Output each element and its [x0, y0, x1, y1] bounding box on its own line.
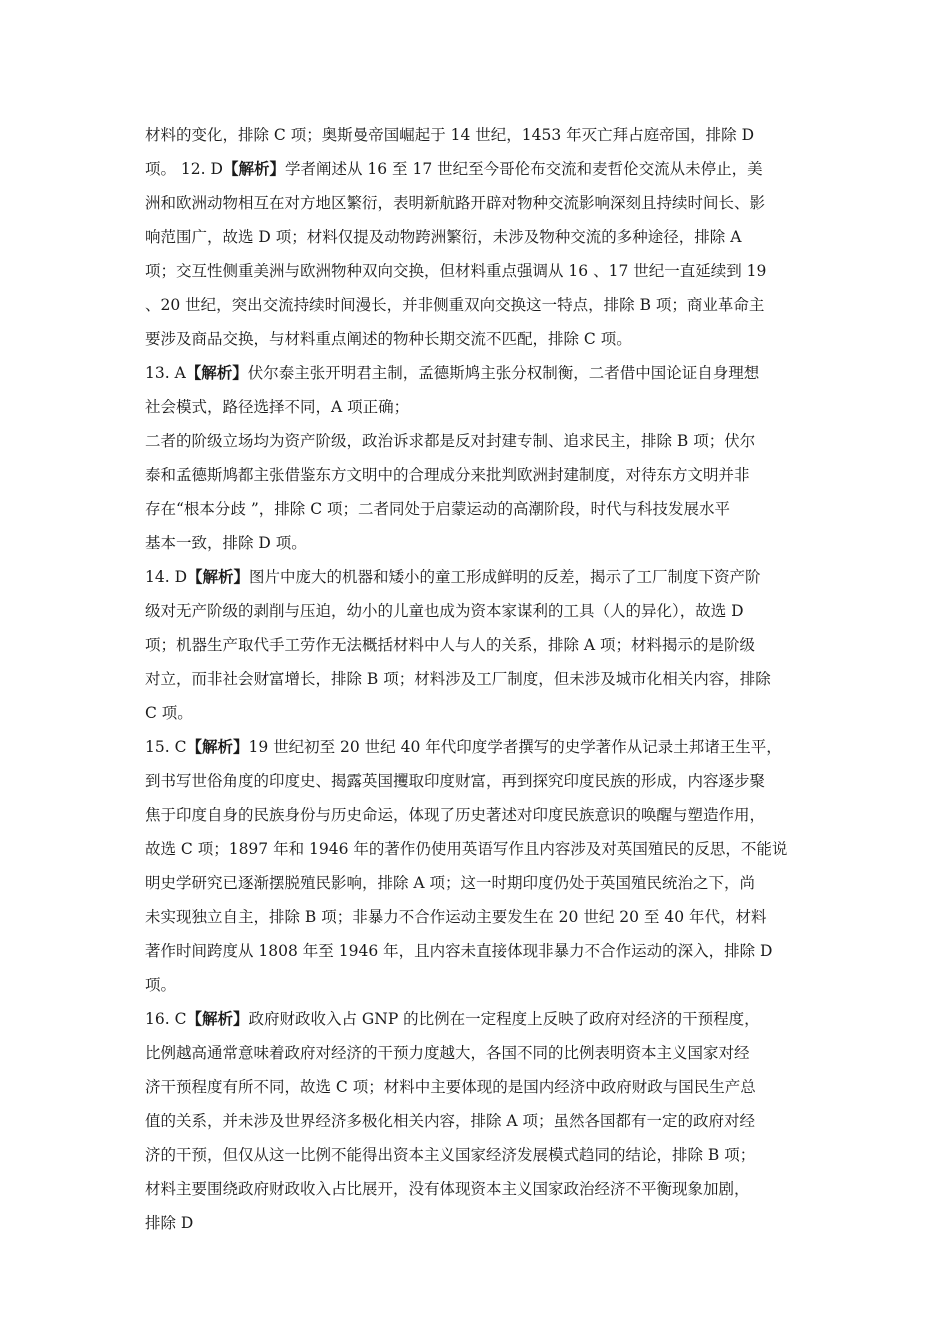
text-segment: 济干预程度有所不同，故选 C 项；材料中主要体现的是国内经济中政府财政与国民生产总 — [145, 1078, 756, 1096]
text-segment: 要涉及商品交换，与材料重点阐述的物种长期交流不匹配，排除 C 项。 — [145, 330, 632, 348]
text-segment: 到书写世俗角度的印度史、揭露英国攫取印度财富，再到探究印度民族的形成，内容逐步聚 — [145, 772, 766, 790]
text-segment: 图片中庞大的机器和矮小的童工形成鲜明的反差，揭示了工厂制度下资产阶 — [249, 568, 761, 586]
analysis-label: 【解析】 — [187, 567, 250, 586]
analysis-label: 【解析】 — [185, 363, 248, 382]
text-segment: 学者阐述从 16 至 17 世纪至今哥伦布交流和麦哲伦交流从未停止，美 — [284, 160, 763, 178]
text-segment: 14. D — [145, 568, 188, 586]
text-segment: 济的干预，但仅从这一比例不能得出资本主义国家经济发展模式趋同的结论，排除 B 项； — [145, 1146, 756, 1164]
text-line — [145, 254, 766, 288]
text-line — [145, 560, 761, 594]
text-segment: 比例越高通常意味着政府对经济的干预力度越大，各国不同的比例表明资本主义国家对经 — [145, 1044, 750, 1062]
text-line — [145, 390, 409, 424]
text-segment: 项；机器生产取代手工劳作无法概括材料中人与人的关系，排除 A 项；材料揭示的是阶级 — [145, 636, 756, 654]
text-segment: 泰和孟德斯鸠都主张借鉴东方文明中的合理成分来批判欧洲封建制度，对待东方文明并非 — [145, 466, 750, 484]
text-line — [145, 526, 307, 560]
text-segment: 15. C — [145, 738, 187, 756]
text-segment: 值的关系，并未涉及世界经济多极化相关内容，排除 A 项；虽然各国都有一定的政府对经 — [145, 1112, 756, 1130]
text-segment: 材料主要围绕政府财政收入占比展开，没有体现资本主义国家政治经济不平衡现象加剧， — [145, 1180, 750, 1198]
text-line — [145, 968, 176, 1002]
text-line — [145, 1036, 750, 1070]
text-line — [145, 730, 782, 764]
text-line — [145, 866, 755, 900]
text-segment: 对立，而非社会财富增长，排除 B 项；材料涉及工厂制度，但未涉及城市化相关内容，排除 — [145, 670, 771, 688]
text-line — [145, 1070, 756, 1104]
text-segment: 著作时间跨度从 1808 年至 1946 年，且内容未直接体现非暴力不合作运动的深入，排除 D — [145, 942, 773, 960]
text-line — [145, 322, 632, 356]
text-line — [145, 832, 787, 866]
text-line — [145, 662, 771, 696]
text-line — [145, 152, 763, 186]
analysis-label: 【解析】 — [222, 159, 285, 178]
text-segment: 明史学研究已逐渐摆脱殖民影响，排除 A 项；这一时期印度仍处于英国殖民统治之下，尚 — [145, 874, 756, 892]
analysis-label: 【解析】 — [186, 1009, 249, 1028]
text-segment: 存在“根本分歧 ”，排除 C 项；二者同处于启蒙运动的高潮阶段，时代与科技发展水平 — [145, 500, 730, 518]
text-segment: 19 世纪初至 20 世纪 40 年代印度学者撰写的史学著作从记录土邦诸王生平， — [248, 738, 782, 756]
text-segment: C 项。 — [145, 704, 193, 722]
text-line — [145, 1002, 760, 1036]
text-segment: 未实现独立自主，排除 B 项；非暴力不合作运动主要发生在 20 世纪 20 至 40 年代，材料 — [145, 908, 767, 926]
text-line — [145, 424, 755, 458]
text-line — [145, 492, 730, 526]
text-segment: 级对无产阶级的剥削与压迫，幼小的儿童也成为资本家谋利的工具（人的异化），故选 D — [145, 602, 744, 620]
text-line — [145, 118, 754, 152]
text-segment: 排除 D — [145, 1214, 194, 1232]
text-line — [145, 696, 193, 730]
text-segment: 响范围广，故选 D 项；材料仅提及动物跨洲繁衍，未涉及物种交流的多种途径，排除 A — [145, 228, 742, 246]
text-segment: 13. A — [145, 364, 186, 382]
text-segment: 伏尔泰主张开明君主制，孟德斯鸠主张分权制衡，二者借中国论证自身理想 — [247, 364, 760, 382]
text-line — [145, 900, 766, 934]
text-line — [145, 628, 755, 662]
text-segment: 16. C — [145, 1010, 187, 1028]
text-line — [145, 220, 741, 254]
text-line — [145, 764, 765, 798]
text-segment: 项；交互性侧重美洲与欧洲物种双向交换，但材料重点强调从 16 、17 世纪一直延续到 19 — [145, 262, 767, 280]
text-segment: 项。 12. D — [145, 160, 223, 178]
text-line — [145, 1206, 193, 1240]
analysis-label: 【解析】 — [186, 737, 249, 756]
text-line — [145, 356, 759, 390]
text-line — [145, 934, 772, 968]
text-segment: 、20 世纪，突出交流持续时间漫长，并非侧重双向交换这一特点，排除 B 项；商业革命主 — [145, 296, 765, 314]
text-segment: 故选 C 项；1897 年和 1946 年的著作仍使用英语写作且内容涉及对英国殖民的反思，不能说 — [145, 840, 788, 858]
text-segment: 材料的变化，排除 C 项；奥斯曼帝国崛起于 14 世纪，1453 年灭亡拜占庭帝国，排除 D — [145, 126, 755, 144]
text-line — [145, 798, 765, 832]
text-line — [145, 1172, 750, 1206]
text-segment: 基本一致，排除 D 项。 — [145, 534, 307, 552]
text-segment: 社会模式，路径选择不同，A 项正确； — [145, 398, 410, 416]
text-line — [145, 594, 744, 628]
text-segment: 政府财政收入占 GNP 的比例在一定程度上反映了政府对经济的干预程度， — [248, 1010, 760, 1028]
text-segment: 二者的阶级立场均为资产阶级，政治诉求都是反对封建专制、追求民主，排除 B 项；伏尔 — [145, 432, 756, 450]
text-line — [145, 458, 750, 492]
text-line — [145, 186, 765, 220]
text-line — [145, 1138, 755, 1172]
text-line — [145, 288, 764, 322]
text-segment: 洲和欧洲动物相互在对方地区繁衍，表明新航路开辟对物种交流影响深刻且持续时间长、影 — [145, 194, 766, 212]
text-segment: 焦于印度自身的民族身份与历史命运，体现了历史著述对印度民族意识的唤醒与塑造作用， — [145, 806, 766, 824]
text-line — [145, 1104, 755, 1138]
text-segment: 项。 — [145, 976, 177, 994]
